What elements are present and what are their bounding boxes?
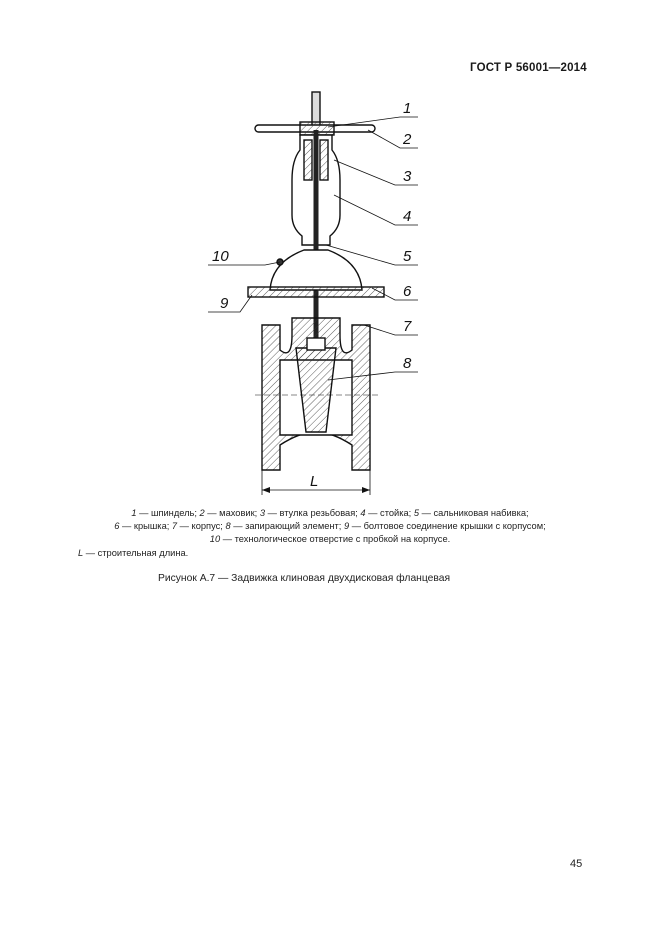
callout-2: 2: [403, 131, 412, 148]
legend-line-3: 10 — технологическое отверстие с пробкой на корпусе.: [209, 534, 451, 544]
legend-line-2: 6 — крышка; 7 — корпус; 8 — запирающий элемент; 9 — болтовое соединение крышки с корпусом;: [114, 521, 546, 531]
callout-1: 1: [403, 100, 412, 117]
callout-9: 9: [220, 295, 229, 312]
length-note: L — строительная длина.: [78, 548, 189, 558]
figure-caption: Рисунок А.7 — Задвижка клиновая двухдисковая фланцевая: [158, 573, 451, 584]
callout-3: 3: [403, 168, 412, 185]
callout-10: 10: [212, 248, 229, 265]
callout-5: 5: [403, 248, 412, 265]
callout-8: 8: [403, 355, 412, 372]
callout-4: 4: [403, 208, 412, 225]
gate-valve-drawing: [200, 90, 640, 500]
legend-line-1: 1 — шпиндель; 2 — маховик; 3 — втулка резьбовая; 4 — стойка; 5 — сальниковая набивка;: [131, 508, 529, 518]
figure-legend: [70, 507, 590, 546]
dimension-l: L: [310, 473, 319, 490]
callout-7: 7: [403, 318, 412, 335]
page-number: 45: [570, 858, 583, 870]
document-standard-header: ГОСТ Р 56001—2014: [470, 62, 587, 74]
callout-6: 6: [403, 283, 412, 300]
